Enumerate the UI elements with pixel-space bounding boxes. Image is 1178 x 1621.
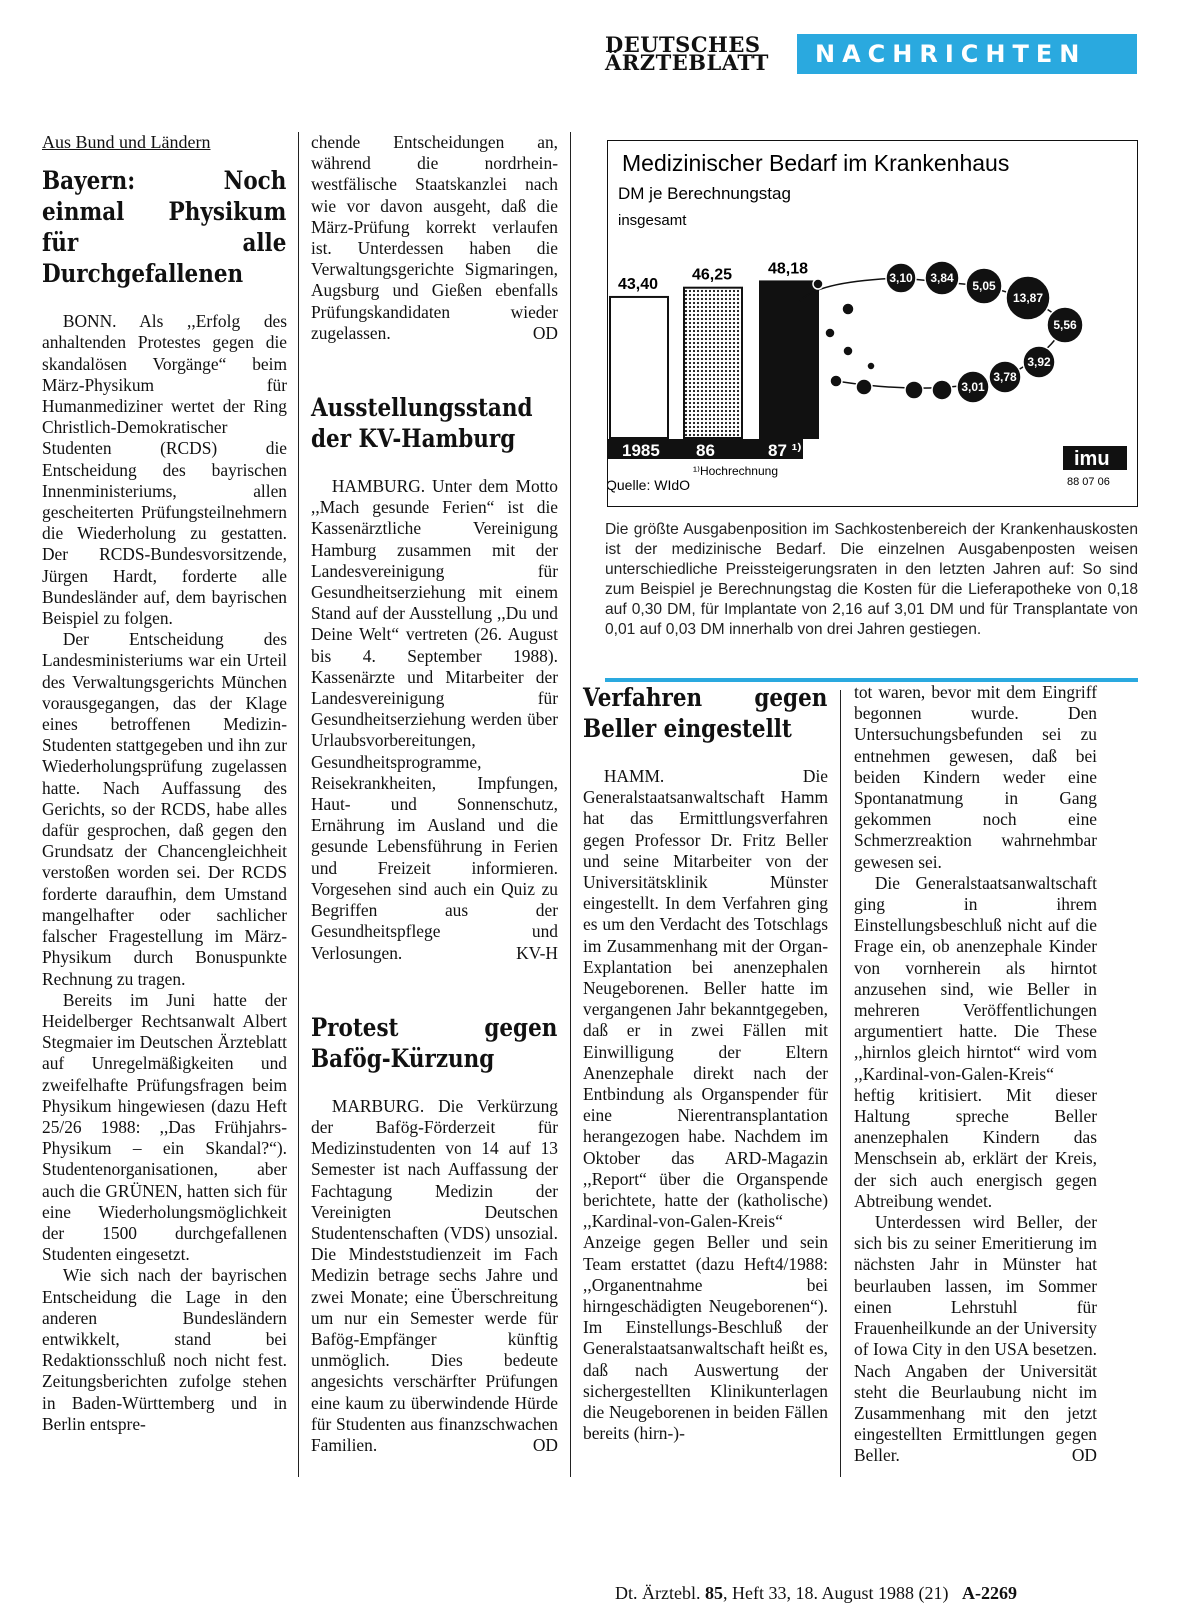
paragraph: MARBURG. Die Verkürzung der Bafög-Förderzeit für Medizinstudenten von 14 auf 13 Semester ist nach Auffassung der Fachtagung Medizin der Vereinigten Deutschen Studentenschaften (VDS) unsozial. Die Mindeststudienzeit im Fach Medizin betrage sechs Jahre und zwei Monate; eine Überschreitung um nur ein Semester werde für Bafög-Empfänger künftig unmöglich. Dies bedeute angesichts verschärfter Prüfungen eine kaum zu überwindende Hürde für Studenten aus finanzschwachen Familien. OD xyxy=(311,1095,558,1455)
chart-caption: Die größte Ausgabenposition im Sachkostenbereich der Krankenhauskosten ist der medizinische Bedarf. Die einzelnen Ausgabenposten weisen unterschiedliche Preissteigerungsraten in den letzten Jahren auf: So sind zum Beispiel je Berechnungstag die Kosten für die Lieferapotheke von 0,18 auf 0,30 DM, für Implantate von 2,16 auf 3,01 DM und für Transplantate von 0,01 auf 0,03 DM innerhalb von drei Jahren gestiegen. xyxy=(605,521,1138,638)
breakdown-value: 3,01 xyxy=(961,380,985,394)
chart-medizinischer-bedarf xyxy=(608,141,1137,506)
headline-ausstellung: Ausstellungsstand der KV-Hamburg xyxy=(311,393,533,454)
author-signature: OD xyxy=(532,322,558,343)
column-4 xyxy=(854,682,1097,1467)
paragraph: HAMM. Die Generalstaatsanwaltschaft Hamm hat das Ermittlungsverfahren gegen Professor Dr. Fritz Beller und seine Mitarbeiter von der Universitätsklinik Münster eingestellt. In dem Verfahren ging es um den Verdacht des Totschlags im Zusammenhang mit der Organ-Explantation bei anenzephalen Neugeborenen. Beller hatte im vergangenen Jahr bekanntgegeben, daß er in zwei Fällen mit Einwilligung der Eltern Anenzephale direkt nach der Entbindung als Organspender für eine Nierentransplantation herangezogen habe. Nachdem im Oktober das ARD-Magazin ,,Report“ über die Organspende berichtete, hatte der (katholische) ,,Kardinal-von-Galen-Kreis“ Anzeige gegen Beller und sein Team erstattet (dazu Heft4/1988: ,,Organentnahme bei hirngeschädigten Neugeborenen“). Im Einstellungs-Beschluß der Generalstaatsanwaltschaft heißt es, daß nach Auswertung der sichergestellten Klinikunterlagen die Neugeborenen in beiden Fällen bereits (hirn-)- xyxy=(583,766,828,1444)
column-1 xyxy=(42,132,287,1435)
chart-title: Medizinischer Bedarf im Krankenhaus xyxy=(622,150,1010,176)
breakdown-value: 3,78 xyxy=(993,370,1017,384)
column-divider xyxy=(298,132,299,1477)
column-2 xyxy=(311,132,558,1456)
footer-volume: 85 xyxy=(704,1583,723,1603)
paragraph: chende Entscheidungen an, während die nordrhein-westfälische Staatskanzlei nach wie vor davon ausgeht, daß die März-Prüfung korrekt verlaufen ist. Unterdessen haben die Verwaltungsgerichte Sigmaringen, Augsburg und Gießen ebenfalls Prüfungskandidaten wieder zugelassen. OD xyxy=(311,132,558,343)
footer-page: A-2269 xyxy=(961,1583,1017,1603)
paragraph: BONN. Als ,,Erfolg des anhaltenden Protestes gegen die skandalösen Vorgänge“ beim März-Physikum für Humanmediziner wertet der Ring Christlich-Demokratischer Studenten (RCDS) die Entscheidung des bayrischen Innenministeriums, allen gescheiterten Prüfungsteilnehmern die Wiederholung zu gestatten. Der RCDS-Bundesvorsitzende, Jürgen Hardt, forderte alle Bundesländer auf, dem bayrischen Beispiel zu folgen. xyxy=(42,311,287,629)
breakdown-value: 5,05 xyxy=(972,279,996,293)
section-banner: NACHRICHTEN xyxy=(797,34,1137,74)
footer-journal: Dt. Ärztebl. xyxy=(615,1583,701,1603)
breakdown-bubble xyxy=(843,346,853,356)
chart-footnote: ¹⁾Hochrechnung xyxy=(693,464,778,478)
paragraph: Der Entscheidung des Landesministeriums war ein Urteil des Verwaltungsgerichts München vorausgegangen, das der Klage eines betroffenen Medizin-Studenten stattgegeben und ihn zur Wiederholungsprüfung zugelassen hatte. Nach Auffassung des Gerichts, so der RCDS, habe alles dafür gesprochen, daß gegen den Grundsatz der Chancengleichheit verstoßen worden sei. Der RCDS forderte daraufhin, dem Umstand mangelhafter oder sachlicher falscher Fragestellung im März-Physikum durch Bonuspunkte Rechnung zu tragen. xyxy=(42,629,287,989)
journal-masthead xyxy=(605,32,769,75)
bar-value-label: 48,18 xyxy=(768,260,809,278)
footer-issue: , Heft 33, 18. August 1988 (21) xyxy=(722,1583,949,1603)
paragraph: HAMBURG. Unter dem Motto ,,Mach gesunde Ferien“ ist die Kassenärztliche Vereinigung Hamburg zusammen mit der Landesvereinigung für Gesundheitserziehung mit einem Stand auf der Ausstellung ,,Du und Deine Welt“ vertreten (26. August bis 4. September 1988). Kassenärzte und Mitarbeiter der Landesvereinigung für Gesundheitserziehung werden über Urlaubsvorbereitungen, Gesundheitsprogramme, Reisekrankheiten, Impfungen, Haut- und Sonnenschutz, Ernährung im Ausland und die gesunde Lebensführung in Ferien und Freizeit informieren. Vorgesehen sind auch ein Quiz zu Begriffen aus der Gesundheitspflege und Verlosungen. KV-H xyxy=(311,476,558,963)
author-signature: KV-H xyxy=(516,942,558,963)
chart-total-label: insgesamt xyxy=(618,212,687,229)
paragraph: tot waren, bevor mit dem Eingriff begonnen wurde. Den Untersuchungsbefunden sei zu entnehmen gewesen, daß bei beiden Kindern weder eine Spontanatmung in Gang gekommen noch eine Schmerzreaktion wahrnehmbar gewesen sei. xyxy=(854,682,1097,872)
breakdown-bubble xyxy=(867,362,875,370)
breakdown-bubble xyxy=(813,279,823,289)
breakdown-value: 5,56 xyxy=(1053,318,1077,332)
bar-1 xyxy=(684,288,742,438)
breakdown-bubble xyxy=(842,303,854,315)
imu-logo-text: imu xyxy=(1074,448,1110,470)
year-label: 87 ¹⁾ xyxy=(768,441,802,460)
masthead-line-1: DEUTSCHES xyxy=(605,32,761,57)
column-divider xyxy=(840,690,841,1477)
bar-0 xyxy=(610,297,668,438)
breakdown-bubble xyxy=(856,379,872,395)
chart-frame xyxy=(607,140,1138,507)
section-kicker: Aus Bund und Ländern xyxy=(42,132,211,152)
breakdown-value: 3,10 xyxy=(889,271,913,285)
breakdown-value: 13,87 xyxy=(1012,291,1044,305)
breakdown-bubble xyxy=(932,380,952,400)
paragraph: Bereits im Juni hatte der Heidelberger Rechtsanwalt Albert Stegmaier im Deutschen Ärzteblatt auf Unregelmäßigkeiten und zweifelhafte Prüfungsfragen beim Physikum hingewiesen (dazu Heft 25/26 1988: ,,Das Frühjahrs-Physikum – ein Skandal?“). Studentenorganisationen, aber auch die GRÜNEN, hatten sich für eine Wiederholungsmöglichkeit der 1500 durchgefallenen Studenten eingesetzt. xyxy=(42,989,287,1265)
headline-bafoeg: Protest gegen Bafög-Kürzung xyxy=(311,1012,558,1073)
breakdown-value: 3,92 xyxy=(1027,355,1051,369)
bar-value-label: 46,25 xyxy=(692,266,733,284)
column-3 xyxy=(583,682,828,1445)
author-signature: OD xyxy=(1071,1445,1097,1466)
year-label: 1985 xyxy=(622,441,660,460)
chart-source: Quelle: WIdO xyxy=(608,477,691,493)
paragraph: Die Generalstaatsanwaltschaft ging in ihrem Einstellungsbeschluß nicht auf die Frage ein, ob anenzephale Kinder von vornherein als hirntot anzusehen sind, wie Beller in mehreren Veröffentlichungen argumentiert hatte. Die These ,,hirnlos gleich hirntot“ wird vom ,,Kardinal-von-Galen-Kreis“ heftig kritisiert. Mit dieser Haltung spreche Beller anenzephalen Kindern das Menschsein ab, erklärt der Kreis, der sich auch energisch gegen Abtreibung wendet. xyxy=(854,872,1097,1211)
paragraph: Wie sich nach der bayrischen Entscheidung die Lage in den anderen Bundesländern entwikkelt, stand bei Redaktionsschluß noch nicht fest. Zeitungsberichten zufolge stehen in Baden-Württemberg und in Berlin entspre- xyxy=(42,1265,287,1434)
author-signature: OD xyxy=(532,1434,558,1455)
column-divider xyxy=(570,132,571,1477)
bar-2 xyxy=(760,281,818,438)
headline-beller: Verfahren gegen Beller eingestellt xyxy=(583,683,828,743)
paragraph: Unterdessen wird Beller, der sich bis zu seiner Emeritierung im nächsten Jahr in Münster hat beurlauben lassen, im Sommer einen Lehrstuhl für Frauenheilkunde an der University of Iowa City in den USA besetzen. Nach Angaben der Universität steht die Beurlaubung nicht im Zusammenhang mit den jetzt eingestellten Ermittlungen gegen Beller. OD xyxy=(854,1212,1097,1466)
chart-code: 88 07 06 xyxy=(1067,476,1110,488)
page-footer xyxy=(615,1583,1017,1604)
breakdown-bubble xyxy=(830,375,842,387)
masthead-line-2: ÄRZTEBLATT xyxy=(605,50,769,75)
year-label: 86 xyxy=(696,441,715,460)
headline-bayern: Bayern: Noch einmal Physikum für alle Durchgefallenen xyxy=(42,166,287,289)
chart-subtitle: DM je Berechnungstag xyxy=(618,184,791,203)
breakdown-bubble xyxy=(905,381,923,399)
breakdown-value: 3,84 xyxy=(930,271,954,285)
bar-value-label: 43,40 xyxy=(618,275,659,293)
breakdown-bubble xyxy=(825,328,835,338)
